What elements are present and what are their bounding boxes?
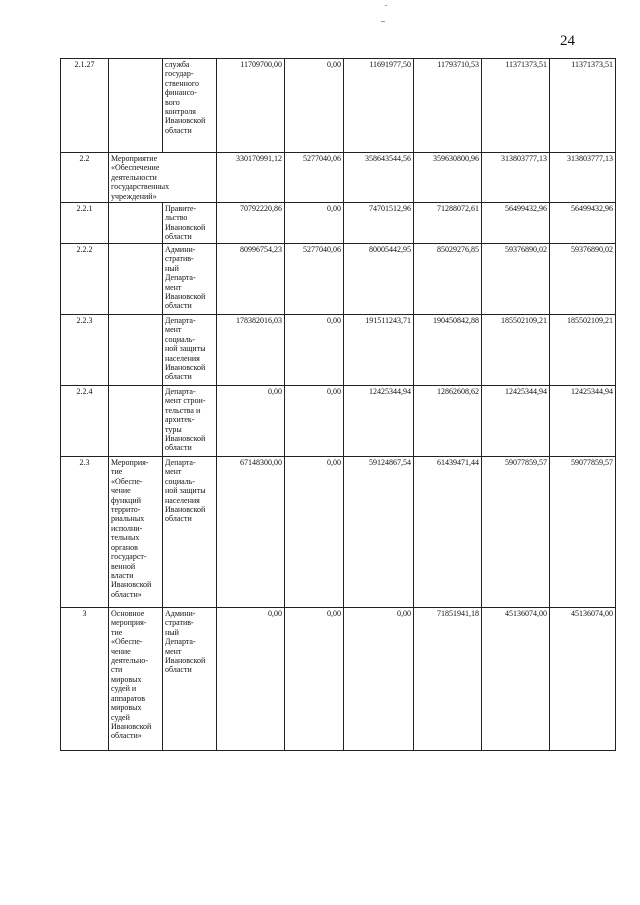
amount-2: 0,00 xyxy=(285,608,344,751)
amount-2: 0,00 xyxy=(285,315,344,386)
amount-5: 12425344,94 xyxy=(482,386,550,457)
budget-table xyxy=(60,58,616,751)
amount-1: 70792220,86 xyxy=(217,203,285,244)
amount-1: 0,00 xyxy=(217,386,285,457)
amount-3: 59124867,54 xyxy=(344,457,414,608)
amount-3: 11691977,50 xyxy=(344,59,414,153)
table-row xyxy=(61,386,616,457)
executor: Админи- стратив- ный Департа- мент Ивановской области xyxy=(163,244,217,315)
amount-3: 74701512,96 xyxy=(344,203,414,244)
amount-5: 45136074,00 xyxy=(482,608,550,751)
event-name: Мероприя- тие «Обеспе- чение функций террито- риальных исполни- тельных органов государст- венной власти Ивановской области» xyxy=(109,457,163,608)
scan-speck xyxy=(381,21,385,22)
amount-3: 191511243,71 xyxy=(344,315,414,386)
amount-3: 0,00 xyxy=(344,608,414,751)
amount-6: 11371373,51 xyxy=(550,59,616,153)
executor: Департа- мент социаль- ной защиты населения Ивановской области xyxy=(163,315,217,386)
amount-2: 0,00 xyxy=(285,386,344,457)
amount-5: 11371373,51 xyxy=(482,59,550,153)
executor: Админи- стратив- ный Департа- мент Ивановской области xyxy=(163,608,217,751)
amount-4: 85029276,85 xyxy=(414,244,482,315)
amount-6: 56499432,96 xyxy=(550,203,616,244)
amount-5: 185502109,21 xyxy=(482,315,550,386)
amount-6: 59077859,57 xyxy=(550,457,616,608)
table-row xyxy=(61,315,616,386)
event-name: Основное мероприя- тие «Обеспе- чение деятельно- сти мировых судей и аппаратов мировых судей Ивановской области» xyxy=(109,608,163,751)
table-row xyxy=(61,608,616,751)
amount-3: 358643544,56 xyxy=(344,153,414,203)
amount-6: 59376890,02 xyxy=(550,244,616,315)
row-number: 2.1.27 xyxy=(61,59,109,153)
event-name xyxy=(109,315,163,386)
amount-4: 61439471,44 xyxy=(414,457,482,608)
amount-2: 0,00 xyxy=(285,59,344,153)
amount-1: 67148300,00 xyxy=(217,457,285,608)
amount-4: 359630800,96 xyxy=(414,153,482,203)
event-name xyxy=(109,59,163,153)
executor: Департа- мент социаль- ной защиты населения Ивановской области xyxy=(163,457,217,608)
amount-1: 330170991,12 xyxy=(217,153,285,203)
amount-6: 185502109,21 xyxy=(550,315,616,386)
amount-2: 5277040,06 xyxy=(285,244,344,315)
amount-3: 80005442,95 xyxy=(344,244,414,315)
amount-1: 178382016,03 xyxy=(217,315,285,386)
executor: Департа- мент строи- тельства и архитек- туры Ивановской области xyxy=(163,386,217,457)
amount-2: 5277040,06 xyxy=(285,153,344,203)
amount-5: 59077859,57 xyxy=(482,457,550,608)
table-row xyxy=(61,244,616,315)
event-name xyxy=(109,244,163,315)
row-number: 2.2.1 xyxy=(61,203,109,244)
event-name xyxy=(109,386,163,457)
amount-5: 56499432,96 xyxy=(482,203,550,244)
row-number: 2.2.2 xyxy=(61,244,109,315)
amount-5: 313803777,13 xyxy=(482,153,550,203)
amount-2: 0,00 xyxy=(285,203,344,244)
amount-5: 59376890,02 xyxy=(482,244,550,315)
amount-1: 80996754,23 xyxy=(217,244,285,315)
table-row xyxy=(61,59,616,153)
amount-4: 190450842,88 xyxy=(414,315,482,386)
row-number: 2.2.3 xyxy=(61,315,109,386)
executor: Правите- льство Ивановской области xyxy=(163,203,217,244)
amount-6: 12425344,94 xyxy=(550,386,616,457)
scan-speck xyxy=(385,5,387,6)
event-name: Мероприятие «Обеспечение деятельности государственных учреждений» xyxy=(109,153,217,203)
amount-1: 0,00 xyxy=(217,608,285,751)
amount-2: 0,00 xyxy=(285,457,344,608)
row-number: 3 xyxy=(61,608,109,751)
amount-4: 12862608,62 xyxy=(414,386,482,457)
amount-4: 71851941,18 xyxy=(414,608,482,751)
amount-4: 11793710,53 xyxy=(414,59,482,153)
table-row xyxy=(61,153,616,203)
table-row xyxy=(61,457,616,608)
amount-3: 12425344,94 xyxy=(344,386,414,457)
page-number: 24 xyxy=(560,33,575,49)
row-number: 2.2.4 xyxy=(61,386,109,457)
event-name xyxy=(109,203,163,244)
amount-1: 11709700,00 xyxy=(217,59,285,153)
amount-6: 45136074,00 xyxy=(550,608,616,751)
amount-6: 313803777,13 xyxy=(550,153,616,203)
row-number: 2.3 xyxy=(61,457,109,608)
row-number: 2.2 xyxy=(61,153,109,203)
executor: служба государ- ственного финансо- вого контроля Ивановской области xyxy=(163,59,217,153)
table-row xyxy=(61,203,616,244)
amount-4: 71288072,61 xyxy=(414,203,482,244)
